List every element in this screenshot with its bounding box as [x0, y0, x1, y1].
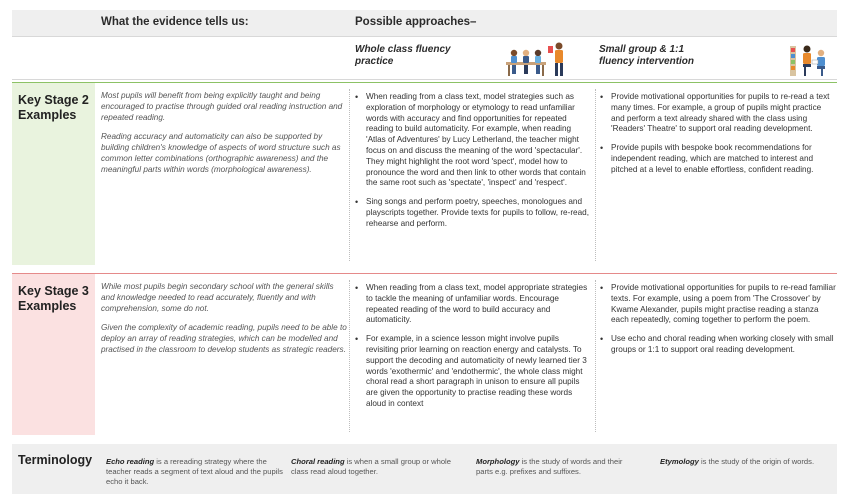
header-bar — [12, 10, 837, 36]
evidence-paragraph: Given the complexity of academic reading, pupils need to be able to deploy an array of reading strategies, which can be modelled and practised in the classroom to develop students as strategic readers. — [101, 323, 347, 354]
key-stage-2-label-cell — [12, 83, 95, 265]
list-item: • Sing songs and perform poetry, speeches, monologues and playscripts together. Provide texts for pupils to follow, re-read, rehearse and perform. — [355, 197, 593, 229]
evidence-paragraph: While most pupils begin secondary school with the general skills and knowledge needed to read accurately, fluently and with comprehension, some do not. — [101, 282, 334, 313]
approaches-heading: Possible approaches– — [355, 16, 477, 28]
key-stage-2-small-group — [600, 92, 836, 184]
small-group-heading: Small group & 1:1 fluency intervention — [599, 44, 695, 67]
term-etymology — [660, 457, 835, 467]
terminology-bar — [12, 444, 837, 494]
small-group-illustration-icon — [786, 40, 834, 78]
term-name: Morphology — [476, 457, 520, 466]
evidence-paragraph: Most pupils will benefit from being explicitly taught and being encouraged to practise through guided oral reading instruction and repeated reading. — [101, 91, 343, 122]
terminology-label: Terminology — [18, 453, 93, 467]
classroom-illustration-icon — [504, 40, 572, 78]
column-divider — [595, 89, 596, 261]
key-stage-2-label: Key Stage 2 Examples — [18, 93, 89, 122]
key-stage-2-whole-class — [355, 92, 593, 238]
key-stage-3-label: Key Stage 3 Examples — [18, 284, 89, 313]
key-stage-3-label-cell — [12, 274, 95, 435]
key-stage-2-row — [12, 82, 837, 265]
key-stage-2-evidence — [101, 91, 347, 185]
term-echo-reading — [106, 457, 286, 487]
whole-class-heading: Whole class fluency practice — [355, 44, 451, 67]
column-divider — [349, 280, 350, 432]
list-item: • Use echo and choral reading when working closely with small groups or 1:1 to support oral reading development. — [600, 334, 836, 356]
term-definition: is the study of the origin of words. — [698, 457, 815, 466]
subheader-bar — [12, 36, 837, 80]
term-definition: is a rereading strategy where the teacher reads a segment of text aloud and the pupils echo it back. — [106, 457, 283, 486]
key-stage-3-evidence — [101, 282, 347, 365]
list-item: • When reading from a class text, model strategies such as exploration of morphology or etymology to read unfamiliar words with accuracy and find opportunities for repeated reading to build automaticity. For example, when reading 'Atlas of Adventures' by Lucy Letherland, the teacher might focus on and discuss the meaning of the word 'spectacular'. They might highlight the root word 'spect', model how to pronounce the word and then link to other words that contain the same root such as 'spectate', 'inspect' and 'respect'. — [355, 92, 593, 189]
list-item: • For example, in a science lesson might involve pupils revisiting prior learning on reaction energy and catalysts. To support the decoding and automaticity of newly learned tier 3 words 'exothermic' and 'endothermic', the whole class might choral read a short paragraph in unison to ensure all pupils are given the opportunity to practise reading these words aloud in context — [355, 334, 593, 410]
key-stage-3-row — [12, 273, 837, 435]
column-divider — [349, 89, 350, 261]
evidence-paragraph: Reading accuracy and automaticity can also be supported by building children's knowledge of aspects of word structure such as common letter combinations (orthographic awareness) and the meaningful parts within words (morphological awareness). — [101, 132, 341, 174]
term-definition: is the study of words and their parts e.g. prefixes and suffixes. — [476, 457, 623, 476]
list-item: • When reading from a class text, model appropriate strategies to tackle the meaning of unfamiliar words. Encourage repeated reading of the word to build accuracy and automaticity. — [355, 283, 593, 326]
term-choral-reading — [291, 457, 456, 477]
term-name: Choral reading — [291, 457, 345, 466]
term-definition: is when a small group or whole class read aloud together. — [291, 457, 451, 476]
term-name: Etymology — [660, 457, 699, 466]
key-stage-3-whole-class — [355, 283, 593, 418]
evidence-heading: What the evidence tells us: — [101, 16, 249, 28]
list-item: • Provide motivational opportunities for pupils to re-read familiar texts. For example, using a poem from 'The Crossover' by Kwame Alexander, pupils might practise reading a stanza each repeatedly, coming together to perform the poem. — [600, 283, 836, 326]
column-divider — [595, 280, 596, 432]
list-item: • Provide motivational opportunities for pupils to re-read a text many times. For example, a group of pupils might practice and perform a text already shared with the class using 'Readers' Theatre' to support oral reading development. — [600, 92, 836, 135]
key-stage-3-small-group — [600, 283, 836, 364]
list-item: • Provide pupils with bespoke book recommendations for independent reading, which are matched to interest and pitched at a level to enable effortless, confident reading. — [600, 143, 836, 175]
term-name: Echo reading — [106, 457, 155, 466]
term-morphology — [476, 457, 641, 477]
